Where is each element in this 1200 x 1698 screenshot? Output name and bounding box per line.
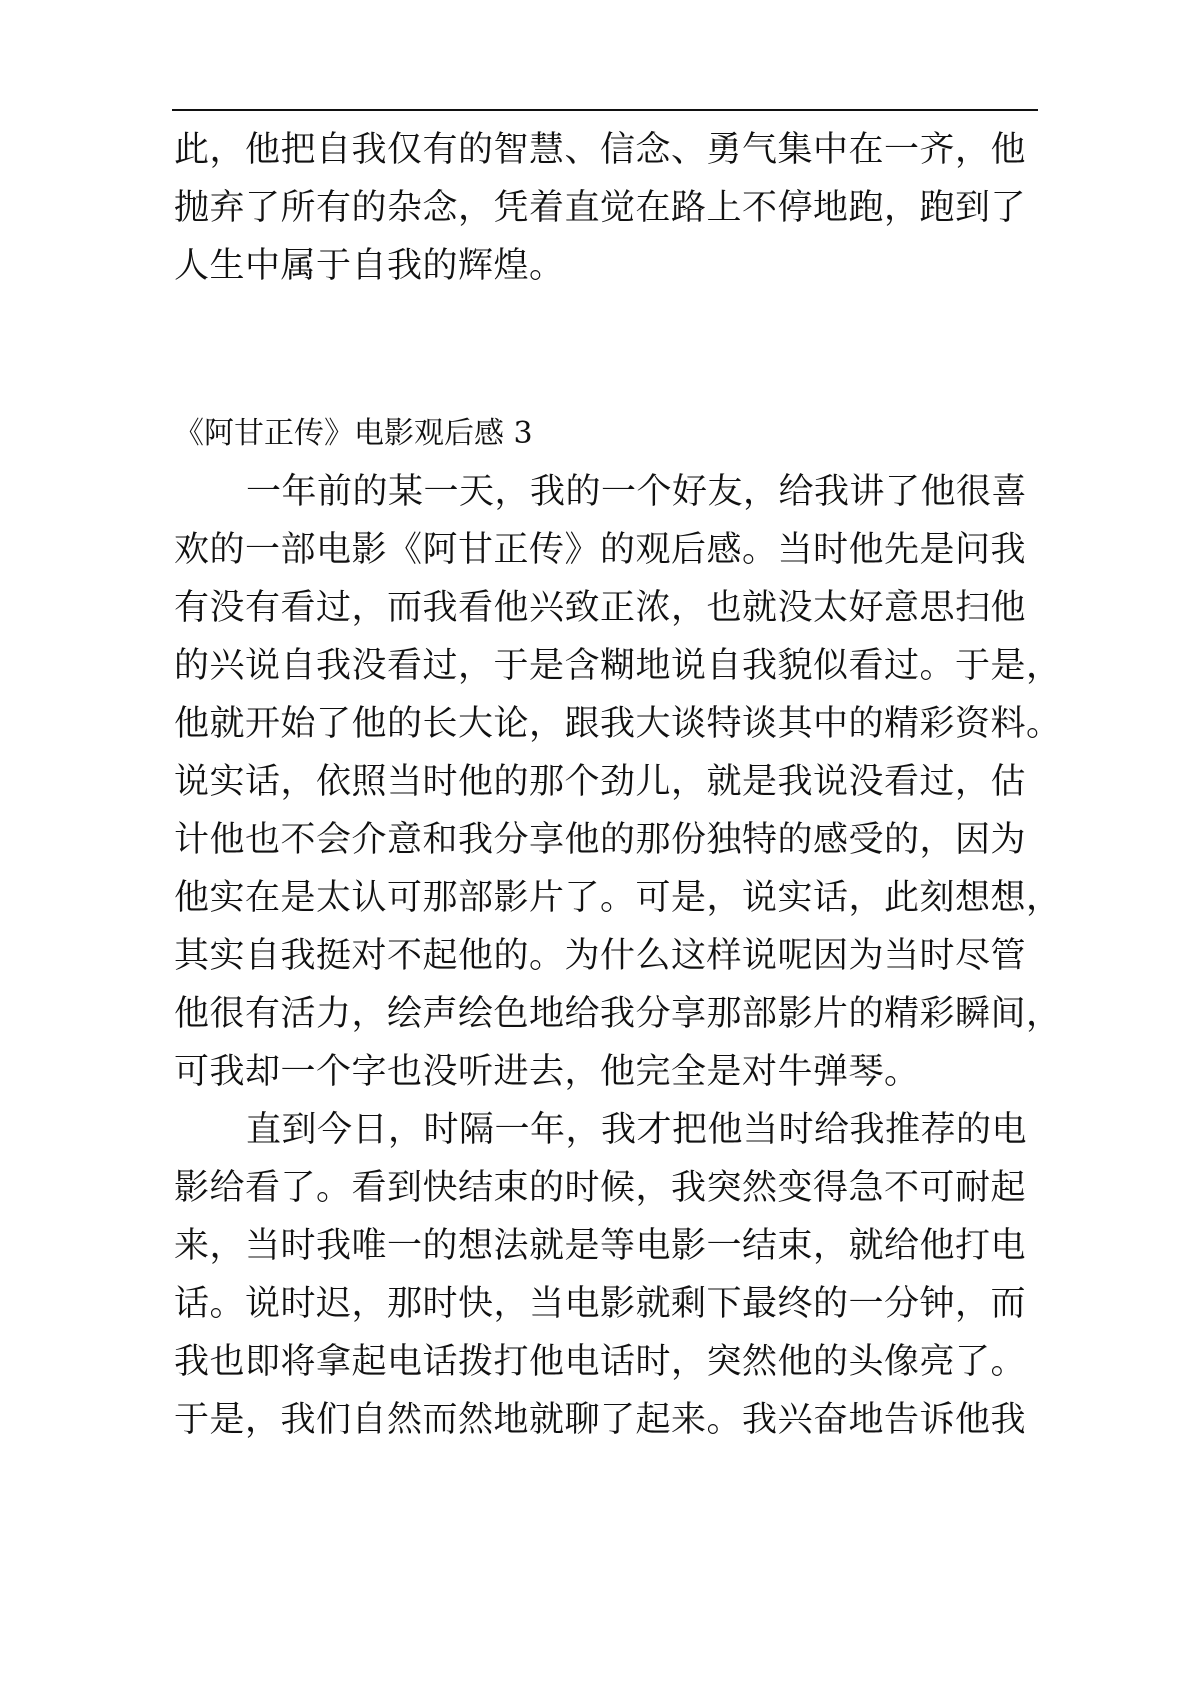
- section-title: 《阿甘正传》电影观后感 3: [174, 416, 533, 451]
- paragraph-line: 说实话，依照当时他的那个劲儿，就是我说没看过，估: [174, 762, 1027, 802]
- paragraph-line: 于是，我们自然而然地就聊了起来。我兴奋地告诉他我: [174, 1400, 1027, 1440]
- intro-line: 抛弃了所有的杂念，凭着直觉在路上不停地跑，跑到了: [174, 188, 1027, 228]
- intro-line: 人生中属于自我的辉煌。: [174, 246, 565, 286]
- paragraph-line: 话。说时迟，那时快，当电影就剩下最终的一分钟，而: [174, 1284, 1027, 1324]
- paragraph-line: 一年前的某一天，我的一个好友，给我讲了他很喜: [246, 472, 1028, 512]
- paragraph-line: 欢的一部电影《阿甘正传》的观后感。当时他先是问我: [174, 530, 1027, 570]
- document-body: [174, 121, 1062, 1449]
- paragraph-line: 来，当时我唯一的想法就是等电影一结束，就给他打电: [174, 1226, 1027, 1266]
- paragraph-line: 有没有看过，而我看他兴致正浓，也就没太好意思扫他: [174, 588, 1027, 628]
- intro-line: 此，他把自我仅有的智慧、信念、勇气集中在一齐，他: [174, 130, 1027, 170]
- paragraph-line: 直到今日，时隔一年，我才把他当时给我推荐的电: [246, 1110, 1028, 1150]
- section-gap: [174, 295, 1042, 405]
- paragraph-line: 他实在是太认可那部影片了。可是，说实话，此刻想想，: [174, 878, 1062, 918]
- paragraph-line: 影给看了。看到快结束的时候，我突然变得急不可耐起: [174, 1168, 1027, 1208]
- header-rule: [172, 109, 1038, 111]
- paragraph-line: 的兴说自我没看过，于是含糊地说自我貌似看过。于是，: [174, 646, 1062, 686]
- paragraph-line: 其实自我挺对不起他的。为什么这样说呢因为当时尽管: [174, 936, 1027, 976]
- paragraph-line: 他很有活力，绘声绘色地给我分享那部影片的精彩瞬间，: [174, 994, 1062, 1034]
- paragraph-line: 可我却一个字也没听进去，他完全是对牛弹琴。: [174, 1052, 920, 1092]
- paragraph-line: 计他也不会介意和我分享他的那份独特的感受的，因为: [174, 820, 1027, 860]
- paragraph-line: 我也即将拿起电话拨打他电话时，突然他的头像亮了。: [174, 1342, 1027, 1382]
- paragraph-line: 他就开始了他的长大论，跟我大谈特谈其中的精彩资料。: [174, 704, 1062, 744]
